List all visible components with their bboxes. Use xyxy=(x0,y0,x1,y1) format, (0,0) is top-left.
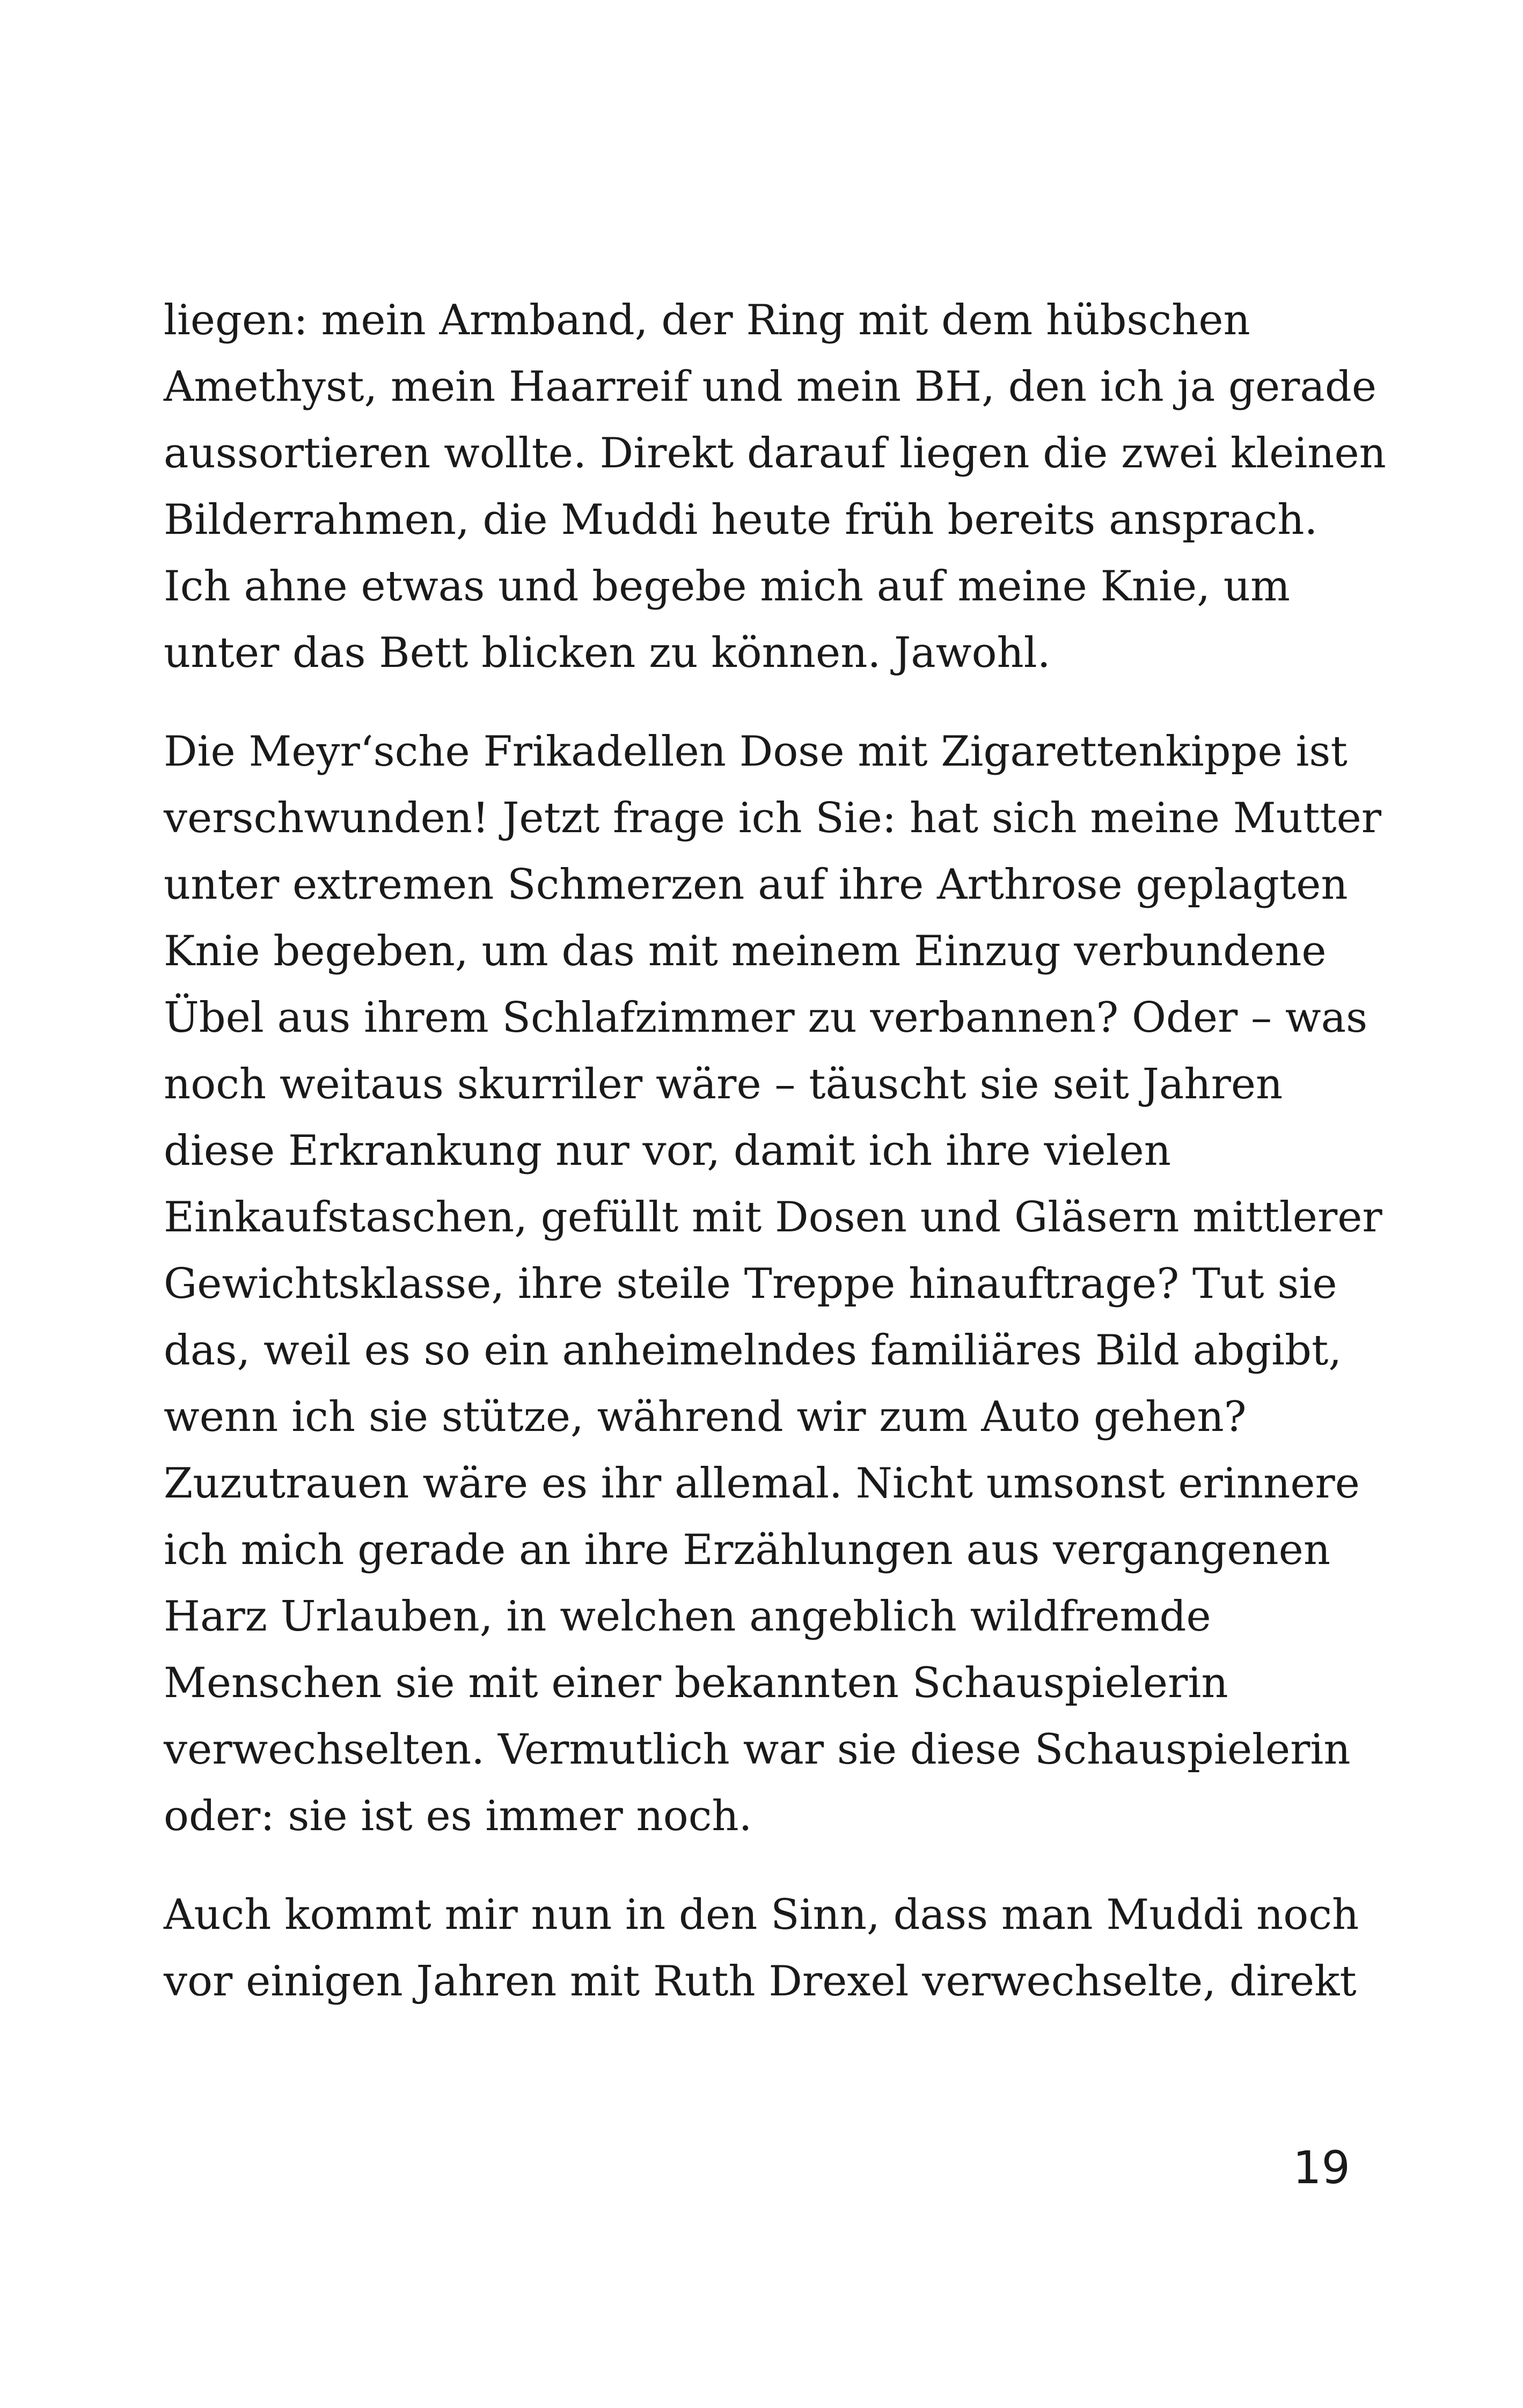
text-line: Bilderrahmen, die Muddi heute früh bereits ansprach. xyxy=(164,496,1318,544)
text-line: Gewichtsklasse, ihre steile Treppe hinauftrage? Tut sie xyxy=(164,1260,1337,1308)
text-line: Auch kommt mir nun in den Sinn, dass man Muddi noch xyxy=(164,1891,1359,1939)
text-line: wenn ich sie stütze, während wir zum Auto gehen? xyxy=(164,1393,1247,1441)
text-line: das, weil es so ein anheimelndes familiäres Bild abgibt, xyxy=(164,1326,1342,1375)
text-line: oder: sie ist es immer noch. xyxy=(164,1792,752,1840)
text-line: vor einigen Jahren mit Ruth Drexel verwechselte, direkt xyxy=(164,1957,1357,2006)
text-line: Knie begeben, um das mit meinem Einzug verbundene xyxy=(164,927,1327,975)
paragraph-1 xyxy=(164,287,1386,686)
text-line: Harz Urlauben, in welchen angeblich wildfremde xyxy=(164,1592,1211,1641)
text-line: noch weitaus skurriler wäre – täuscht sie seit Jahren xyxy=(164,1060,1283,1108)
text-line: Menschen sie mit einer bekannten Schauspielerin xyxy=(164,1659,1228,1707)
text-line: verwechselten. Vermutlich war sie diese Schauspielerin xyxy=(164,1726,1351,1774)
text-line: Die Meyr‘sche Frikadellen Dose mit Zigarettenkippe ist xyxy=(164,728,1348,776)
body-text xyxy=(164,287,1386,2015)
page-number: 19 xyxy=(1293,2141,1350,2194)
text-line: Amethyst, mein Haarreif und mein BH, den ich ja gerade xyxy=(164,363,1376,411)
text-line: Einkaufstaschen, gefüllt mit Dosen und Gläsern mittlerer xyxy=(164,1193,1382,1242)
text-line: unter extremen Schmerzen auf ihre Arthrose geplagten xyxy=(164,861,1348,909)
text-line: Ich ahne etwas und begebe mich auf meine Knie, um xyxy=(164,562,1290,611)
paragraph-2 xyxy=(164,718,1382,1849)
text-line: unter das Bett blicken zu können. Jawohl. xyxy=(164,629,1051,677)
text-line: ich mich gerade an ihre Erzählungen aus vergangenen xyxy=(164,1526,1331,1574)
paragraph-3 xyxy=(164,1882,1376,2015)
text-line: Zuzutrauen wäre es ihr allemal. Nicht umsonst erinnere xyxy=(164,1459,1360,1508)
text-line: diese Erkrankung nur vor, damit ich ihre vielen xyxy=(164,1127,1171,1175)
text-line: liegen: mein Armband, der Ring mit dem hübschen xyxy=(164,296,1250,344)
text-line: Übel aus ihrem Schlafzimmer zu verbannen? Oder – was xyxy=(164,994,1368,1042)
text-line: verschwunden! Jetzt frage ich Sie: hat sich meine Mutter xyxy=(164,794,1382,842)
text-line: aussortieren wollte. Direkt darauf liegen die zwei kleinen xyxy=(164,429,1386,478)
